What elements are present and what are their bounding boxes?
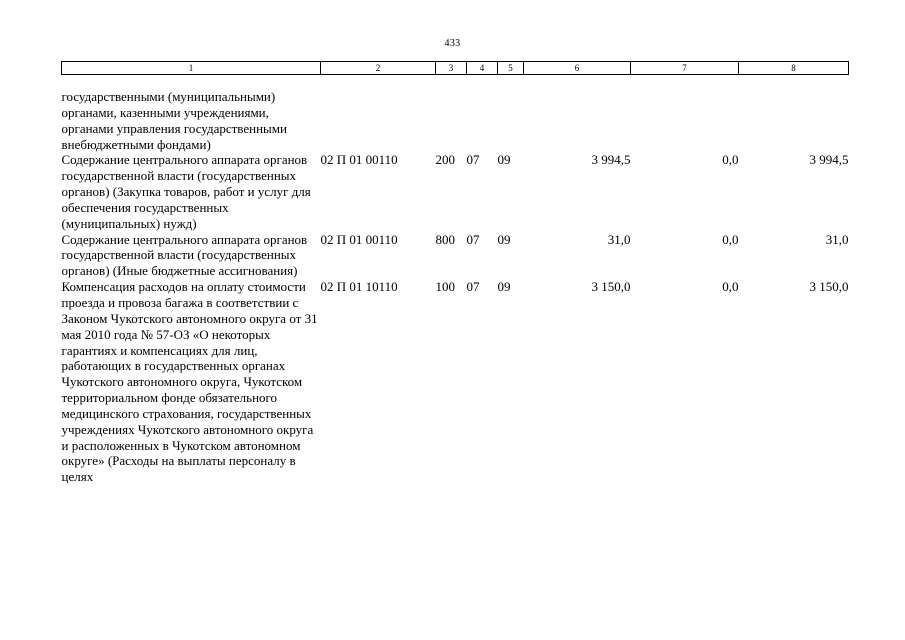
row-federal-amount: 0,0 (722, 152, 739, 168)
row-section (467, 75, 498, 153)
row-regional-amount: 3 994,5 (809, 152, 849, 168)
row-subsection: 09 (497, 231, 511, 247)
header-row (62, 62, 849, 75)
row-total-amount: 3 150,0 (591, 279, 631, 295)
header-cell-6: 6 (524, 62, 631, 75)
row-federal-amount: 0,0 (722, 279, 739, 295)
row-total-amount: 3 994,5 (591, 152, 631, 168)
row-expense-type (436, 75, 467, 153)
header-cell-8: 8 (739, 62, 849, 75)
row-regional-amount (739, 75, 849, 153)
header-cell-3: 3 (436, 62, 467, 75)
row-target-code: 02 П 01 00110 (320, 231, 398, 247)
row-subsection: 09 (497, 279, 511, 295)
row-section: 07 (466, 152, 480, 168)
header-cell-7: 7 (631, 62, 739, 75)
row-federal-amount (631, 75, 739, 153)
row-subsection: 09 (497, 152, 511, 168)
row-regional-amount: 31,0 (825, 231, 849, 247)
row-total-amount: 31,0 (607, 231, 631, 247)
table-row (62, 152, 849, 231)
header-cell-2: 2 (321, 62, 436, 75)
header-cell-1: 1 (62, 62, 321, 75)
header-cell-4: 4 (467, 62, 498, 75)
header-cell-5: 5 (498, 62, 524, 75)
table-row (62, 279, 849, 485)
row-total-amount (524, 75, 631, 153)
row-expense-type: 200 (435, 152, 455, 168)
row-federal-amount: 0,0 (722, 231, 739, 247)
row-target-code: 02 П 01 00110 (320, 152, 398, 168)
row-section: 07 (466, 231, 480, 247)
row-description: государственными (муниципальными) органами, казенными учреждениями, органами управления государственными внебюджетными фондами) (61, 89, 287, 152)
row-expense-type: 100 (435, 279, 455, 295)
budget-table (61, 61, 849, 485)
table-header (62, 62, 849, 75)
row-regional-amount: 3 150,0 (809, 279, 849, 295)
row-description: Содержание центрального аппарата органов государственной власти (государственных органов) (Иные бюджетные ассигнования) (61, 231, 308, 279)
row-expense-type: 800 (435, 231, 455, 247)
table-body (62, 75, 849, 486)
page-number: 433 (444, 38, 461, 49)
row-section: 07 (466, 279, 480, 295)
row-description: Содержание центрального аппарата органов государственной власти (государственных органов) (Закупка товаров, работ и услуг для обеспечения государственных (муниципальных) нужд) (61, 152, 311, 231)
row-target-code (321, 75, 436, 153)
table-row (62, 232, 849, 280)
row-target-code: 02 П 01 10110 (320, 279, 398, 295)
table-row (62, 75, 849, 153)
row-description: Компенсация расходов на оплату стоимости проезда и провоза багажа в соответствии с Законом Чукотского автономного округа от 31 мая 2010 года № 57-ОЗ «О некоторых гарантиях и компенсациях для лиц, работающих в государственных органах Чукотского автономного округа, Чукотском территориальном фонде обязательного медицинского страхования, государственных учреждениях Чукотского автономного округа и расположенных в Чукотском автономном округе» (Расходы на выплаты персоналу в целях (61, 279, 318, 485)
row-subsection (498, 75, 524, 153)
